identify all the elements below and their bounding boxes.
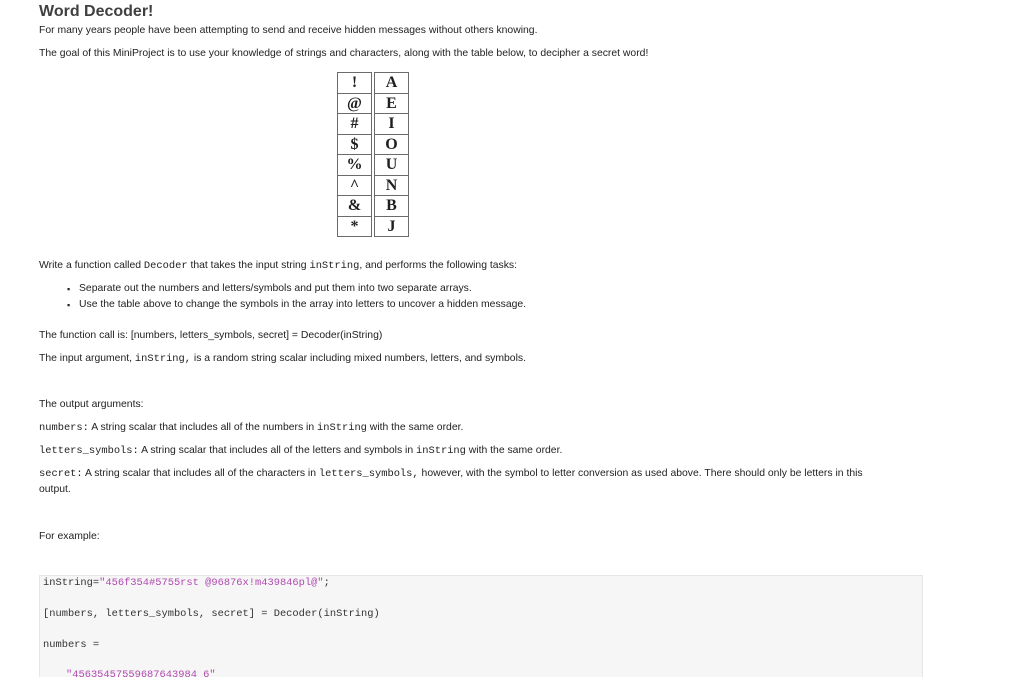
cipher-row [338,216,409,237]
input-argument-text: The input argument, inString, is a random string scalar including mixed numbers, letters, and symbols. [39,353,526,365]
cipher-symbol: ^ [338,175,372,196]
cipher-letter: U [375,155,409,176]
cipher-row [338,175,409,196]
arg-name: inString [309,260,360,272]
document [39,0,979,681]
list-item: ▪ Separate out the numbers and letters/symbols and put them into two separate arrays. [79,281,526,297]
output-secret: secret: A string scalar that includes all of the characters in letters_symbols, however, with the symbol to letter conversion as used above. There should only be letters in this output. [39,468,863,495]
function-name: Decoder [143,260,188,272]
task-list [39,281,526,313]
function-call-text: The function call is: [numbers, letters_symbols, secret] = Decoder(inString) [39,330,383,341]
goal-paragraph: The goal of this MiniProject is to use your knowledge of strings and characters, along with the table below, to decipher a secret word! [39,48,649,59]
cipher-symbol: ! [338,73,372,94]
cipher-letter: N [375,175,409,196]
cipher-symbol: @ [338,93,372,114]
cipher-letter: E [375,93,409,114]
code-line-3: numbers = [43,639,100,651]
cipher-letter: I [375,114,409,135]
cipher-row [338,134,409,155]
cipher-table [337,72,409,237]
cipher-symbol: * [338,216,372,237]
cipher-letter: J [375,216,409,237]
cipher-row [338,93,409,114]
cipher-letter: B [375,196,409,217]
example-heading: For example: [39,531,100,542]
cipher-letter: O [375,134,409,155]
code-example-block [39,575,923,681]
code-line-4: "45635457559687643984 6" [66,669,216,681]
cipher-row [338,155,409,176]
intro-paragraph: For many years people have been attempting to send and receive hidden messages without others knowing. [39,25,538,36]
page-title: Word Decoder! [39,3,154,20]
cipher-symbol: $ [338,134,372,155]
cipher-letter: A [375,73,409,94]
code-line-2: [numbers, letters_symbols, secret] = Decoder(inString) [43,608,380,620]
cipher-row [338,196,409,217]
output-letters-symbols: letters_symbols: A string scalar that includes all of the letters and symbols in inString with the same order. [39,445,563,457]
cipher-symbol: & [338,196,372,217]
output-numbers: numbers: A string scalar that includes all of the numbers in inString with the same order. [39,422,464,434]
cipher-symbol: # [338,114,372,135]
cipher-symbol: % [338,155,372,176]
task-paragraph: Write a function called Decoder that takes the input string inString, and performs the following tasks: [39,260,518,272]
list-item: ▪ Use the table above to change the symbols in the array into letters to uncover a hidden message. [79,297,526,313]
code-line-1: inString="456f354#5755rst @96876x!m439846pl@"; [43,577,330,589]
cipher-row [338,114,409,135]
cipher-row [338,73,409,94]
outputs-heading: The output arguments: [39,399,144,410]
